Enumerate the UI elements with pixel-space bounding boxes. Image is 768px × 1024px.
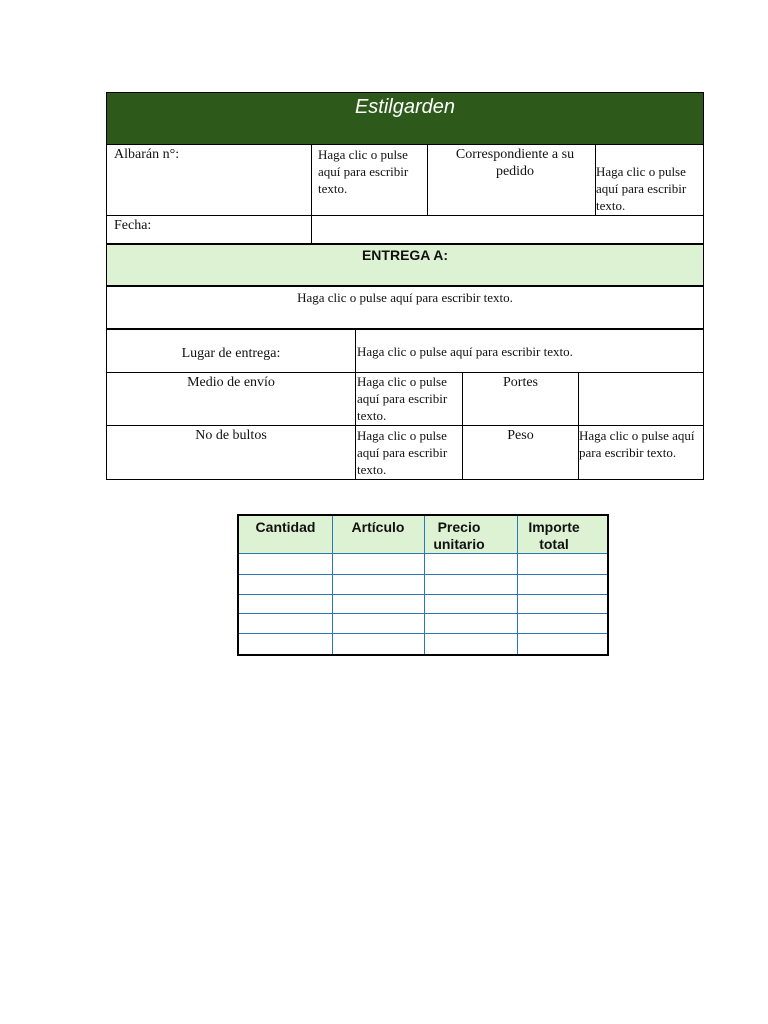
header-articulo: Artículo	[351, 519, 405, 535]
peso-label: Peso	[507, 428, 534, 443]
company-name: Estilgarden	[354, 96, 456, 118]
header-cantidad: Cantidad	[255, 519, 316, 535]
header-precio-unitario: Precio unitario	[433, 519, 485, 552]
lugar-label: Lugar de entrega:	[181, 346, 281, 361]
title-bar	[107, 93, 703, 144]
bultos-label: No de bultos	[195, 428, 267, 443]
portes-label: Portes	[503, 375, 538, 390]
entrega-section-header	[107, 243, 703, 287]
peso-input[interactable]: Haga clic o pulse aquí para escribir texto.	[579, 428, 695, 460]
medio-label: Medio de envío	[187, 375, 275, 390]
bultos-input[interactable]: Haga clic o pulse aquí para escribir texto.	[357, 428, 448, 477]
entrega-title: ENTREGA A:	[361, 247, 449, 263]
lugar-input[interactable]: Haga clic o pulse aquí para escribir texto.	[357, 344, 573, 359]
albaran-input[interactable]: Haga clic o pulse aquí para escribir texto.	[318, 147, 409, 196]
recipient-input[interactable]: Haga clic o pulse aquí para escribir texto.	[297, 290, 513, 305]
pedido-label: Correspondiente a su pedido	[455, 147, 575, 179]
table-row[interactable]	[239, 554, 607, 574]
table-row[interactable]	[239, 575, 607, 594]
medio-input[interactable]: Haga clic o pulse aquí para escribir texto.	[357, 374, 448, 423]
items-table	[237, 514, 609, 656]
table-row[interactable]	[239, 614, 607, 633]
fecha-label: Fecha:	[114, 218, 152, 233]
header-importe-total: Importe total	[528, 519, 580, 552]
table-row[interactable]	[239, 595, 607, 613]
pedido-input[interactable]: Haga clic o pulse aquí para escribir texto.	[596, 164, 687, 213]
table-row[interactable]	[239, 634, 607, 654]
albaran-label: Albarán n°:	[114, 147, 180, 162]
fecha-input[interactable]	[314, 217, 700, 241]
portes-input[interactable]	[580, 374, 700, 422]
